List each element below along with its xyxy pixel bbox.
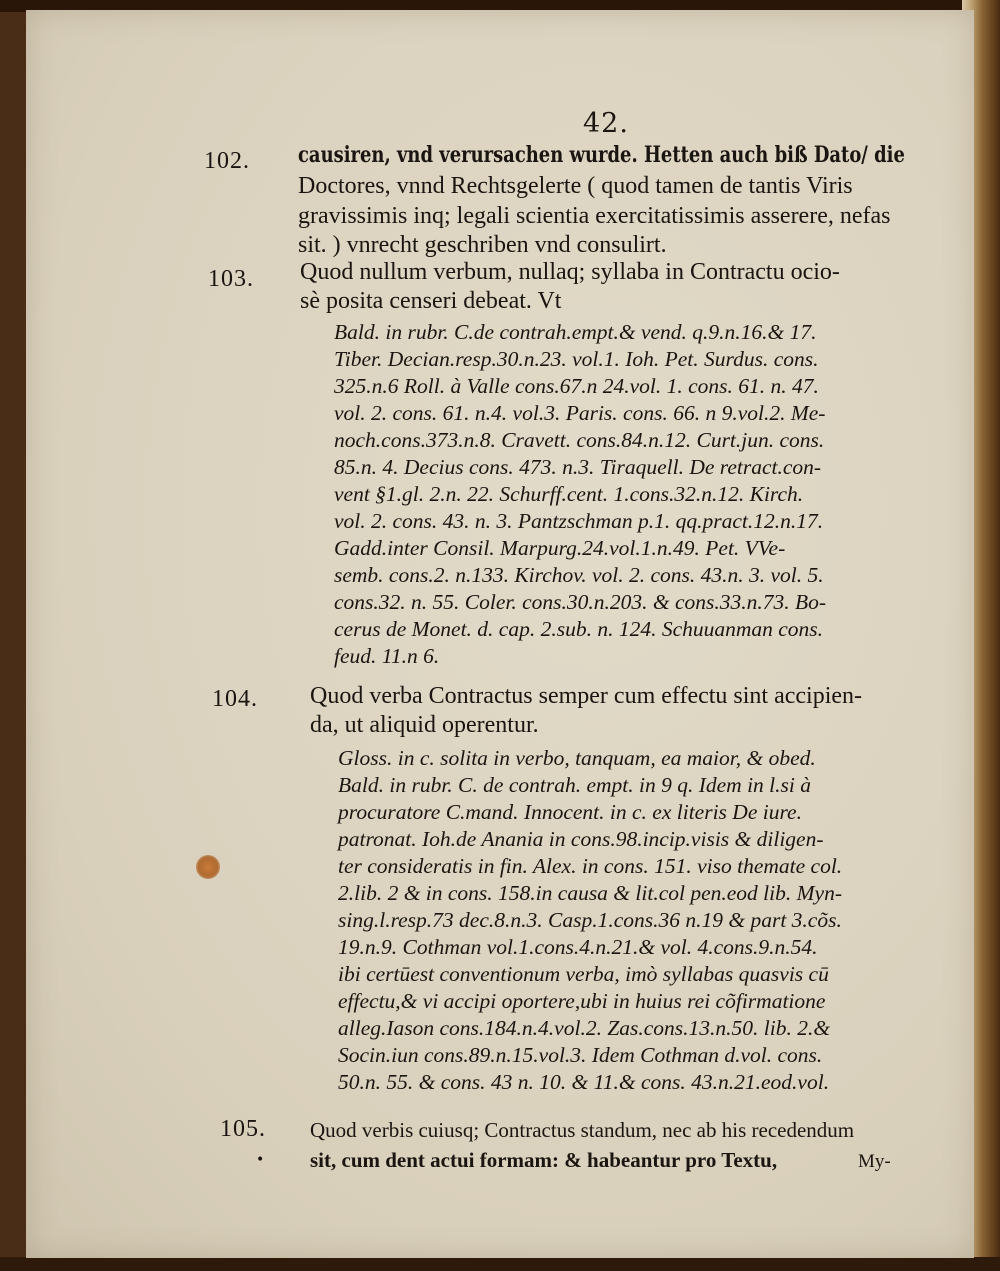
citation-line: Bald. in rubr. C. de contrah. empt. in 9 q. Idem in l.si à [338,773,811,797]
citation-line: feud. 11.n 6. [334,644,440,668]
entry-text-line: sè posita censeri debeat. Vt [300,288,562,314]
citation-line: 19.n.9. Cothman vol.1.cons.4.n.21.& vol. 4.cons.9.n.54. [338,935,818,959]
citation-line: vol. 2. cons. 61. n.4. vol.3. Paris. cons. 66. n 9.vol.2. Me- [334,401,826,425]
entry-text-line: Doctores, vnnd Rechtsgelerte ( quod tamen de tantis Viris [298,173,853,199]
citation-line: Tiber. Decian.resp.30.n.23. vol.1. Ioh. Pet. Surdus. cons. [334,347,819,371]
citation-line: cerus de Monet. d. cap. 2.sub. n. 124. Schuuanman cons. [334,617,824,641]
citation-line: Gadd.inter Consil. Marpurg.24.vol.1.n.49. Pet. VVe- [334,536,786,560]
entry-text-line: Quod verba Contractus semper cum effectu sint accipien- [310,683,863,709]
paper-stain [196,855,220,879]
entry-number: 103. [208,266,254,292]
citation-line: Socin.iun cons.89.n.15.vol.3. Idem Cothman d.vol. cons. [338,1043,823,1067]
entry-number: 105. [220,1116,266,1142]
citation-line: patronat. Ioh.de Anania in cons.98.incip.visis & diligen- [338,827,824,851]
book-edge-bottom [0,1257,1000,1271]
citation-line: cons.32. n. 55. Coler. cons.30.n.203. & cons.33.n.73. Bo- [334,590,827,614]
citation-line: 85.n. 4. Decius cons. 473. n.3. Tiraquell. De retract.con- [334,455,822,479]
margin-dot: • [256,1152,265,1168]
citation-line: effectu,& vi accipi oportere,ubi in huius rei cõfirmatione [338,989,826,1013]
entry-number: 104. [212,686,258,712]
entry-text-line: sit, cum dent actui formam: & habeantur pro Textu, [310,1148,778,1172]
citation-line: semb. cons.2. n.133. Kirchov. vol. 2. cons. 43.n. 3. vol. 5. [334,563,824,587]
citation-line: Bald. in rubr. C.de contrah.empt.& vend. q.9.n.16.& 17. [334,320,817,344]
citation-line: 2.lib. 2 & in cons. 158.in causa & lit.col pen.eod lib. Myn- [338,881,842,905]
entry-text-line: Quod verbis cuiusq; Contractus standum, nec ab his recedendum [310,1118,855,1142]
entry-number: 102. [204,148,250,174]
entry-text-line: gravissimis inq; legali scientia exercitatissimis asserere, nefas [298,203,891,229]
citation-line: alleg.Iason cons.184.n.4.vol.2. Zas.cons.13.n.50. lib. 2.& [338,1016,831,1040]
entry-text-line: da, ut aliquid operentur. [310,712,539,738]
citation-line: vol. 2. cons. 43. n. 3. Pantzschman p.1. qq.pract.12.n.17. [334,509,824,533]
entry-text-line: sit. ) vnrecht geschriben vnd consulirt. [298,232,667,258]
citation-line: ibi certūest conventionum verba, imò syllabas quasvis cū [338,962,829,986]
citation-line: Gloss. in c. solita in verbo, tanquam, ea maior, & obed. [338,746,816,770]
citation-line: 50.n. 55. & cons. 43 n. 10. & 11.& cons. 43.n.21.eod.vol. [338,1070,830,1094]
citation-line: ter consideratis in fin. Alex. in cons. 151. viso themate col. [338,854,843,878]
citation-line: procuratore C.mand. Innocent. in c. ex literis De iure. [338,800,802,824]
citation-line: sing.l.resp.73 dec.8.n.3. Casp.1.cons.36 n.19 & part 3.cõs. [338,908,842,932]
citation-line: vent §1.gl. 2.n. 22. Schurff.cent. 1.cons.32.n.12. Kirch. [334,482,804,506]
citation-line: noch.cons.373.n.8. Cravett. cons.84.n.12. Curt.jun. cons. [334,428,825,452]
page-number: 42. [583,108,629,139]
catchword: My- [858,1151,891,1172]
entry-text-line: Quod nullum verbum, nullaq; syllaba in Contractu ocio- [300,259,840,285]
entry-text-line: causiren, vnd verursachen wurde. Hetten auch biß Dato/ die [298,142,905,168]
citation-line: 325.n.6 Roll. à Valle cons.67.n 24.vol. 1. cons. 61. n. 47. [334,374,819,398]
